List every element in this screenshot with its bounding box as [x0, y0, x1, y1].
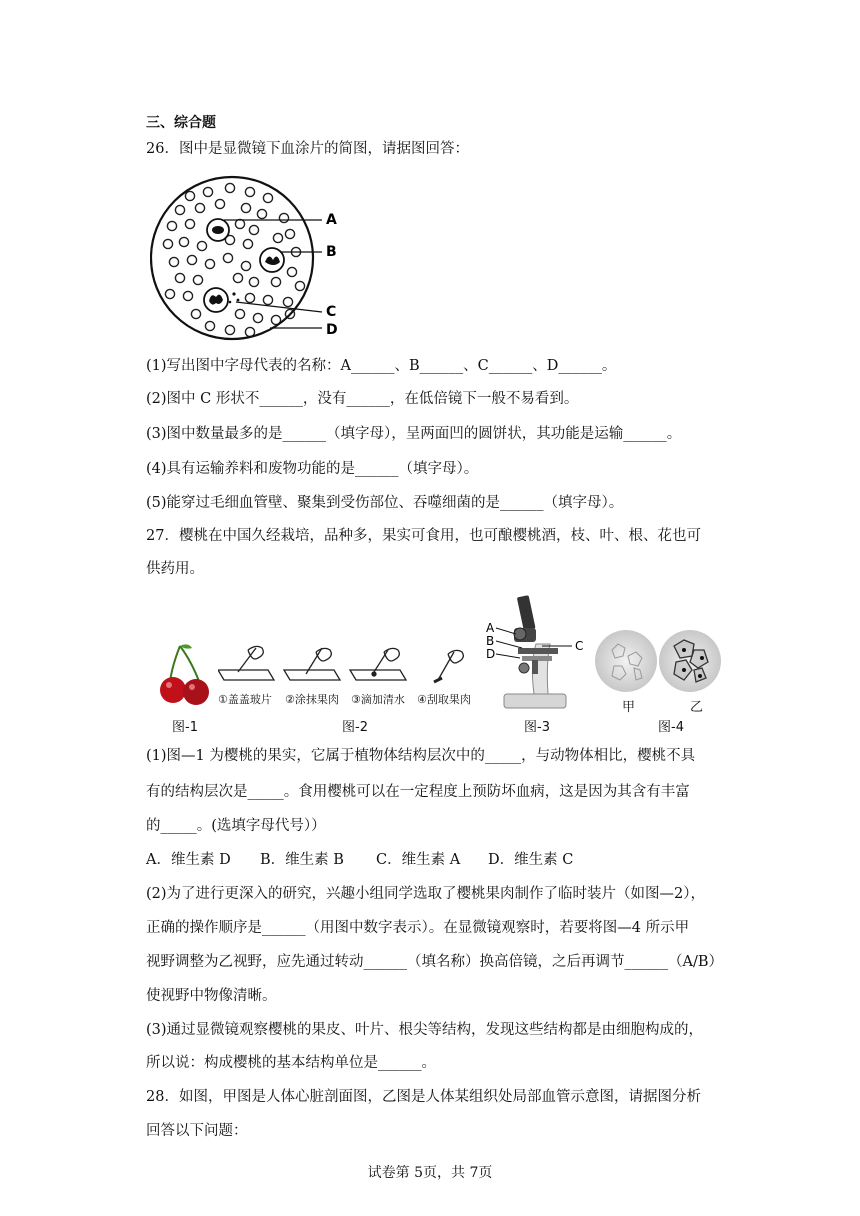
red-blood-cell: [233, 273, 242, 282]
red-blood-cell: [175, 205, 184, 214]
red-blood-cell: [175, 273, 184, 282]
q27-sub1-line1: (1)图—1 为樱桃的果实，它属于植物体结构层次中的_____，与动物体相比，樱桃不具: [146, 748, 696, 764]
q26-sub5: (5)能穿过毛细血管壁、聚集到受伤部位、吞噬细菌的是______（填字母）。: [146, 495, 624, 511]
label-c: C: [326, 304, 337, 320]
q27-stem-line2: 供药用。: [146, 561, 204, 577]
q27-sub2-line2: 正确的操作顺序是______（用图中数字表示）。在显微镜观察时，若要将图—4 所示甲: [146, 920, 690, 936]
red-blood-cell: [179, 237, 188, 246]
red-blood-cell: [263, 295, 272, 304]
red-blood-cell: [205, 259, 214, 268]
section-title: 三、综合题: [146, 115, 216, 131]
cherry-figure: [156, 640, 216, 706]
red-blood-cell: [225, 183, 234, 192]
red-blood-cell: [287, 267, 296, 276]
red-blood-cell: [241, 261, 250, 270]
fig-caption-3: 图-3: [524, 720, 550, 735]
q28-line1: 28．如图，甲图是人体心脏剖面图，乙图是人体某组织处局部血管示意图，请据图分析: [146, 1089, 701, 1105]
red-blood-cell: [273, 233, 282, 242]
option-b: B．维生素 B: [260, 852, 344, 868]
red-blood-cell: [215, 199, 224, 208]
label-d: D: [326, 322, 338, 338]
red-blood-cell: [257, 209, 266, 218]
blood-smear-figure: [150, 174, 350, 344]
step4-sketch: [434, 650, 463, 682]
field-jia: [595, 630, 657, 692]
page-footer: 试卷第 5页，共 7页: [367, 1165, 493, 1181]
microscope-figure: [484, 590, 590, 712]
red-blood-cell: [271, 277, 280, 286]
q26-sub2: (2)图中 C 形状不______，没有______，在低倍镜下一般不易看到。: [146, 391, 579, 407]
red-blood-cell: [185, 219, 194, 228]
red-blood-cell: [245, 293, 254, 302]
red-blood-cell: [225, 325, 234, 334]
step-caption-1: ①盖盖玻片: [218, 693, 272, 706]
white-blood-cell-a: [207, 219, 229, 241]
option-a: A．维生素 D: [146, 852, 231, 868]
fig-caption-4: 图-4: [658, 720, 684, 735]
micro-label-d: D: [486, 647, 496, 661]
q28-line2: 回答以下问题：: [146, 1123, 248, 1139]
red-blood-cell: [191, 309, 200, 318]
q26-sub1: (1)写出图中字母代表的名称：A______、B______、C______、D______。: [146, 358, 617, 374]
fig4-label-jia: 甲: [622, 700, 636, 715]
red-blood-cell: [285, 229, 294, 238]
fig-caption-1: 图-1: [172, 720, 198, 735]
slide-steps-figure: [218, 640, 480, 686]
red-blood-cell: [241, 203, 250, 212]
label-a: A: [326, 212, 337, 228]
red-blood-cell: [163, 239, 172, 248]
red-blood-cell: [253, 313, 262, 322]
red-blood-cell: [197, 241, 206, 250]
red-blood-cell: [295, 281, 304, 290]
step1-sketch: [218, 646, 274, 680]
red-blood-cell: [245, 187, 254, 196]
q27-sub3-line2: 所以说：构成樱桃的基本结构单位是______。: [146, 1055, 436, 1071]
red-blood-cell: [165, 289, 174, 298]
micro-label-b: B: [486, 634, 495, 648]
red-blood-cell: [195, 203, 204, 212]
red-blood-cell: [203, 187, 212, 196]
option-c: C．维生素 A: [376, 852, 461, 868]
option-d: D．维生素 C: [488, 852, 574, 868]
red-blood-cell: [183, 291, 192, 300]
red-blood-cell: [249, 277, 258, 286]
step-caption-3: ③滴加清水: [351, 693, 405, 706]
q27-sub2-line3: 视野调整为乙视野，应先通过转动______（填名称）换高倍镜，之后再调节______（A/B）: [146, 954, 724, 970]
step3-sketch: [350, 648, 406, 680]
fig4-label-yi: 乙: [690, 700, 704, 715]
red-blood-cell: [235, 219, 244, 228]
q27-stem-line1: 27．樱桃在中国久经栽培，品种多，果实可食用，也可酿樱桃酒，枝、叶、根、花也可: [146, 528, 701, 544]
q26-sub4: (4)具有运输养料和废物功能的是______（填字母）。: [146, 461, 479, 477]
step2-sketch: [284, 648, 340, 680]
red-blood-cell: [167, 221, 176, 230]
fig-caption-2: 图-2: [342, 720, 368, 735]
red-blood-cell: [193, 275, 202, 284]
micro-label-a: A: [486, 621, 495, 635]
red-blood-cell: [243, 239, 252, 248]
q27-sub1-line3: 的_____。(选填字母代号））: [146, 818, 326, 834]
step-caption-2: ②涂抹果肉: [285, 693, 339, 706]
red-blood-cell: [283, 297, 292, 306]
micro-label-c: C: [575, 639, 584, 653]
q27-sub1-line2: 有的结构层次是_____。食用樱桃可以在一定程度上预防坏血病，这是因为其含有丰富: [146, 784, 690, 800]
microscope-fields-figure: [594, 628, 722, 694]
white-blood-cell-lobed: [204, 288, 228, 312]
q27-sub3-line1: (3)通过显微镜观察樱桃的果皮、叶片、根尖等结构，发现这些结构都是由细胞构成的，: [146, 1022, 704, 1038]
red-blood-cell: [205, 321, 214, 330]
red-blood-cell: [223, 253, 232, 262]
red-blood-cell: [185, 191, 194, 200]
q27-sub2-line4: 使视野中物像清晰。: [146, 988, 277, 1004]
red-blood-cell: [235, 309, 244, 318]
red-blood-cell: [187, 255, 196, 264]
step-caption-4: ④刮取果肉: [417, 693, 471, 706]
red-blood-cell: [279, 213, 288, 222]
q26-stem: 26．图中是显微镜下血涂片的简图，请据图回答：: [146, 141, 469, 157]
red-blood-cell: [263, 193, 272, 202]
q27-sub2-line1: (2)为了进行更深入的研究，兴趣小组同学选取了樱桃果肉制作了临时装片（如图—2），: [146, 886, 706, 902]
q26-sub3: (3)图中数量最多的是______（填字母），呈两面凹的圆饼状，其功能是运输______。: [146, 426, 682, 442]
label-b: B: [326, 244, 337, 260]
red-blood-cell: [169, 257, 178, 266]
red-blood-cell: [249, 225, 258, 234]
